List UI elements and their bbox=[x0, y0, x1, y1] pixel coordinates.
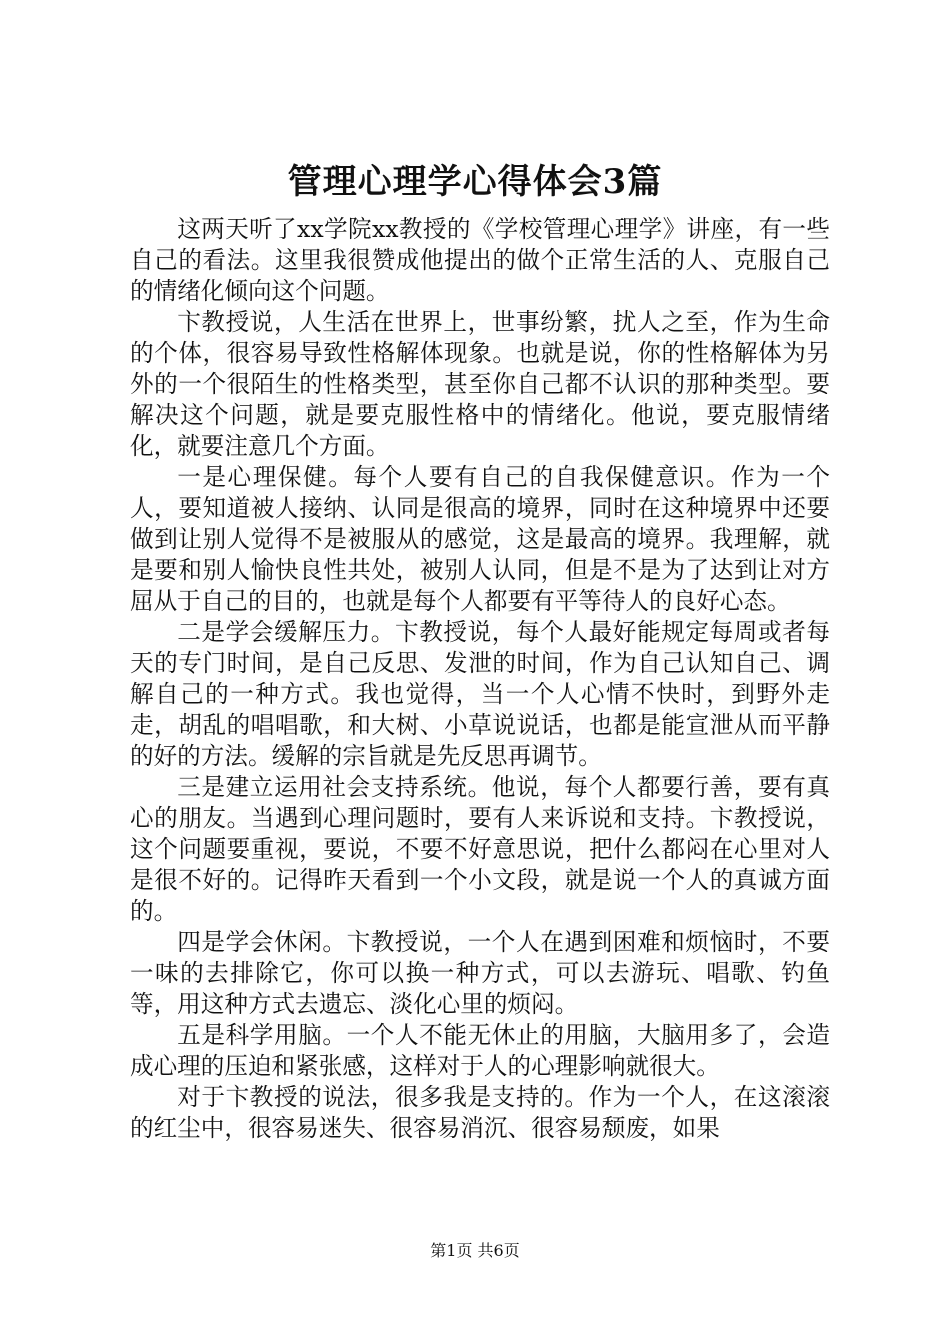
paragraph-7: 五是科学用脑。一个人不能无休止的用脑，大脑用多了，会造成心理的压迫和紧张感，这样对于人的心理影响就很大。 bbox=[130, 1021, 830, 1080]
document-title: 管理心理学心得体会3篇 bbox=[287, 162, 663, 202]
document-body bbox=[130, 214, 830, 1144]
paragraph-6: 四是学会休闲。卞教授说，一个人在遇到困难和烦恼时，不要一味的去排除它，你可以换一种方式，可以去游玩、唱歌、钓鱼等，用这种方式去遗忘、淡化心里的烦闷。 bbox=[130, 928, 830, 1018]
paragraph-3: 一是心理保健。每个人要有自己的自我保健意识。作为一个人，要知道被人接纳、认同是很高的境界，同时在这种境界中还要做到让别人觉得不是被服从的感觉，这是最高的境界。我理解，就是要和别人愉快良性共处，被别人认同，但是不是为了达到让对方屈从于自己的目的，也就是每个人都要有平等待人的良好心态。 bbox=[130, 463, 830, 615]
page-number-footer: 第1页 共6页 bbox=[430, 1241, 520, 1260]
paragraph-1: 这两天听了xx学院xx教授的《学校管理心理学》讲座，有一些自己的看法。这里我很赞成他提出的做个正常生活的人、克服自己的情绪化倾向这个问题。 bbox=[130, 215, 830, 305]
paragraph-8: 对于卞教授的说法，很多我是支持的。作为一个人，在这滚滚的红尘中，很容易迷失、很容易消沉、很容易颓废，如果 bbox=[130, 1083, 830, 1142]
paragraph-5: 三是建立运用社会支持系统。他说，每个人都要行善，要有真心的朋友。当遇到心理问题时，要有人来诉说和支持。卞教授说，这个问题要重视，要说，不要不好意思说，把什么都闷在心里对人是很不好的。记得昨天看到一个小文段，就是说一个人的真诚方面的。 bbox=[130, 773, 830, 925]
paragraph-4: 二是学会缓解压力。卞教授说，每个人最好能规定每周或者每天的专门时间，是自己反思、发泄的时间，作为自己认知自己、调解自己的一种方式。我也觉得，当一个人心情不快时，到野外走走，胡乱的唱唱歌，和大树、小草说说话，也都是能宣泄从而平静的好的方法。缓解的宗旨就是先反思再调节。 bbox=[130, 618, 830, 770]
paragraph-2: 卞教授说，人生活在世界上，世事纷繁，扰人之至，作为生命的个体，很容易导致性格解体现象。也就是说，你的性格解体为另外的一个很陌生的性格类型，甚至你自己都不认识的那种类型。要解决这个问题，就是要克服性格中的情绪化。他说，要克服情绪化，就要注意几个方面。 bbox=[130, 308, 830, 460]
